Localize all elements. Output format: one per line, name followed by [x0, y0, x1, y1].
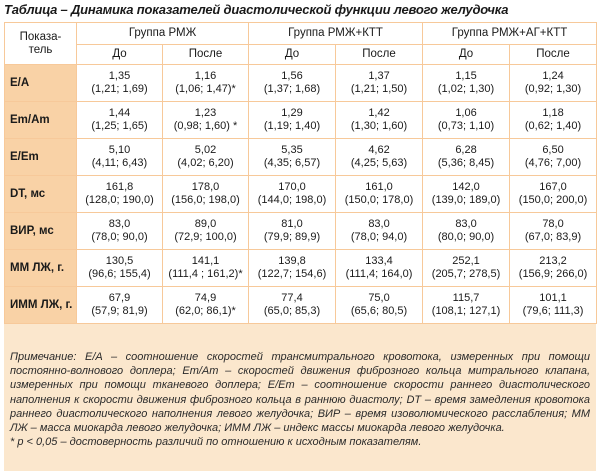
- cell-range: (4,25; 5,63): [350, 157, 408, 169]
- table-cell: [163, 250, 249, 287]
- cell-median: 75,0: [368, 292, 390, 304]
- group-header: Группа РМЖ+АГ+КТТ: [423, 23, 597, 45]
- table-cell: [510, 102, 597, 139]
- cell-median: 252,1: [452, 255, 480, 267]
- cell-median: 1,24: [542, 70, 564, 82]
- row-label: ВИР, мс: [5, 213, 77, 250]
- cell-median: 67,9: [108, 292, 131, 304]
- table-cell: [510, 250, 597, 287]
- table-cell: [249, 176, 336, 213]
- table-row: [5, 139, 597, 176]
- cell-range: (0,92; 1,30): [524, 83, 582, 95]
- cell-range: (5,36; 8,45): [437, 157, 495, 169]
- subheader: После: [510, 45, 597, 65]
- table-row: [5, 65, 597, 102]
- cell-range: (67,0; 83,9): [524, 231, 582, 243]
- table-panel: [4, 22, 596, 471]
- table-cell: [423, 139, 510, 176]
- table-cell: [77, 102, 163, 139]
- cell-range: (1,06; 1,47)*: [175, 83, 236, 95]
- table-cell: [77, 139, 163, 176]
- row-label: DT, мс: [5, 176, 77, 213]
- cell-median: 161,8: [105, 181, 134, 193]
- cell-range: (1,30; 1,60): [350, 120, 408, 132]
- table-cell: [163, 65, 249, 102]
- cell-median: 213,2: [539, 255, 567, 267]
- cell-median: 83,0: [368, 218, 390, 230]
- cell-range: (96,6; 155,4): [88, 268, 151, 280]
- cell-median: 6,28: [455, 144, 477, 156]
- table-cell: [510, 213, 597, 250]
- cell-median: 1,06: [455, 107, 477, 119]
- cell-median: 161,0: [365, 181, 393, 193]
- cell-range: (0,73; 1,10): [437, 120, 495, 132]
- note-text: Примечание: E/A – соотношение скоростей трансмитрального кровотока, измеренных при помощи постоянно-волнового доплера; Em/Am – скоростей движения фиброзного кольца митрального клапана, измеренных при помощи тканевого доплера; E/Em – соотношение скорости раннего диастолического наполнения к скорости движения фиброзного кольца в раннюю диастолу; DT – время замедления кровотока раннего диастолического наполнения левого желудочка; ВИР – время изоволюмического расслабления; ММ ЛЖ – масса миокарда левого желудочка; ИММ ЛЖ – индекс массы миокарда левого желудочка.: [10, 351, 590, 435]
- cell-median: 5,02: [194, 144, 217, 156]
- cell-range: (150,0; 200,0): [518, 194, 588, 206]
- table-cell: [336, 139, 423, 176]
- cell-median: 133,4: [365, 255, 393, 267]
- cell-median: 1,37: [368, 70, 390, 82]
- cell-range: (122,7; 154,6): [257, 268, 327, 280]
- table-cell: [336, 65, 423, 102]
- cell-range: (57,9; 81,9): [91, 305, 148, 317]
- cell-median: 4,62: [368, 144, 390, 156]
- table-cell: [163, 176, 249, 213]
- cell-median: 170,0: [278, 181, 306, 193]
- cell-range: (4,76; 7,00): [524, 157, 582, 169]
- cell-range: (139,0; 189,0): [431, 194, 501, 206]
- table-cell: [336, 176, 423, 213]
- cell-median: 115,7: [452, 292, 480, 304]
- cell-median: 139,8: [278, 255, 306, 267]
- cell-range: (1,02; 1,30): [437, 83, 495, 95]
- table-cell: [249, 65, 336, 102]
- subheader: После: [163, 45, 249, 65]
- group-header: Группа РМЖ: [77, 23, 249, 45]
- cell-median: 1,15: [455, 70, 477, 82]
- cell-range: (4,35; 6,57): [263, 157, 321, 169]
- table-cell: [77, 176, 163, 213]
- cell-median: 83,0: [108, 218, 131, 230]
- table-cell: [336, 250, 423, 287]
- cell-range: (108,1; 127,1): [431, 305, 501, 317]
- table-cell: [336, 287, 423, 324]
- cell-range: (1,37; 1,68): [263, 83, 321, 95]
- cell-range: (1,25; 1,65): [91, 120, 148, 132]
- table-row: [5, 102, 597, 139]
- cell-range: (156,0; 198,0): [171, 194, 240, 206]
- row-label: ММ ЛЖ, г.: [5, 250, 77, 287]
- footnote: * p < 0,05 – достоверность различий по отношению к исходным показателям.: [10, 436, 422, 449]
- table-cell: [249, 287, 336, 324]
- cell-range: (156,9; 266,0): [518, 268, 588, 280]
- cell-median: 89,0: [194, 218, 217, 230]
- cell-range: (72,9; 100,0): [174, 231, 237, 243]
- cell-range: (144,0; 198,0): [257, 194, 327, 206]
- table-cell: [163, 139, 249, 176]
- table-title: Таблица – Динамика показателей диастолической функции левого желудочка: [4, 2, 509, 17]
- table-cell: [77, 213, 163, 250]
- table-cell: [510, 65, 597, 102]
- table-cell: [510, 176, 597, 213]
- table-cell: [249, 250, 336, 287]
- cell-range: (0,98; 1,60) *: [173, 120, 238, 132]
- cell-range: (1,21; 1,50): [350, 83, 408, 95]
- cell-median: 142,0: [452, 181, 480, 193]
- table-row: [5, 213, 597, 250]
- cell-median: 1,29: [281, 107, 303, 119]
- table-cell: [423, 102, 510, 139]
- table-cell: [249, 102, 336, 139]
- cell-range: (4,11; 6,43): [91, 157, 148, 169]
- subheader: До: [249, 45, 336, 65]
- cell-range: (4,02; 6,20): [177, 157, 234, 169]
- cell-median: 83,0: [455, 218, 477, 230]
- cell-median: 141,1: [191, 255, 220, 267]
- cell-median: 77,4: [281, 292, 303, 304]
- cell-range: (79,9; 89,9): [263, 231, 321, 243]
- cell-range: (1,21; 1,69): [91, 83, 148, 95]
- cell-median: 5,10: [108, 144, 131, 156]
- table-cell: [77, 287, 163, 324]
- cell-range: (78,0; 90,0): [91, 231, 148, 243]
- table-cell: [510, 139, 597, 176]
- table-cell: [336, 102, 423, 139]
- row-label: E/Em: [5, 139, 77, 176]
- table-cell: [77, 65, 163, 102]
- cell-range: (205,7; 278,5): [431, 268, 501, 280]
- cell-range: (128,0; 190,0): [85, 194, 154, 206]
- subheader: После: [336, 45, 423, 65]
- table-cell: [423, 250, 510, 287]
- cell-median: 5,35: [281, 144, 303, 156]
- row-label: Em/Am: [5, 102, 77, 139]
- cell-range: (0,62; 1,40): [524, 120, 582, 132]
- table-cell: [163, 287, 249, 324]
- cell-median: 1,44: [108, 107, 131, 119]
- group-header: Группа РМЖ+КТТ: [249, 23, 423, 45]
- table-row: [5, 287, 597, 324]
- corner-header-label: Показа- тель: [19, 30, 62, 56]
- cell-range: (1,19; 1,40): [263, 120, 321, 132]
- table-cell: [249, 139, 336, 176]
- cell-median: 1,42: [368, 107, 390, 119]
- cell-median: 1,56: [281, 70, 303, 82]
- cell-median: 178,0: [191, 181, 220, 193]
- table-cell: [423, 287, 510, 324]
- table-cell: [336, 213, 423, 250]
- cell-range: (62,0; 86,1)*: [175, 305, 236, 317]
- cell-range: (111,4; 164,0): [345, 268, 413, 280]
- cell-median: 1,23: [194, 107, 217, 119]
- data-table: [4, 22, 597, 324]
- row-label: E/A: [5, 65, 77, 102]
- cell-range: (80,0; 90,0): [437, 231, 495, 243]
- table-cell: [77, 250, 163, 287]
- table-row: [5, 250, 597, 287]
- cell-median: 1,35: [108, 70, 131, 82]
- table-cell: [423, 65, 510, 102]
- cell-range: (111,4 ; 161,2)*: [168, 268, 243, 280]
- cell-range: (150,0; 178,0): [344, 194, 414, 206]
- cell-median: 6,50: [542, 144, 564, 156]
- cell-median: 74,9: [194, 292, 217, 304]
- cell-range: (65,0; 85,3): [263, 305, 321, 317]
- cell-median: 81,0: [281, 218, 303, 230]
- table-cell: [423, 213, 510, 250]
- table-cell: [163, 102, 249, 139]
- subheader: До: [423, 45, 510, 65]
- cell-median: 167,0: [539, 181, 567, 193]
- subheader: До: [77, 45, 163, 65]
- table-row: [5, 176, 597, 213]
- cell-range: (79,6; 111,3): [522, 305, 584, 317]
- cell-median: 101,1: [539, 292, 567, 304]
- cell-median: 1,16: [194, 70, 217, 82]
- cell-median: 130,5: [105, 255, 134, 267]
- table-cell: [249, 213, 336, 250]
- table-cell: [163, 213, 249, 250]
- cell-median: 78,0: [542, 218, 564, 230]
- row-label: ИММ ЛЖ, г.: [5, 287, 77, 324]
- cell-median: 1,18: [542, 107, 564, 119]
- cell-range: (78,0; 94,0): [350, 231, 408, 243]
- table-note: [10, 350, 590, 449]
- table-cell: [423, 176, 510, 213]
- corner-header: [5, 23, 77, 65]
- table-cell: [510, 287, 597, 324]
- cell-range: (65,6; 80,5): [350, 305, 408, 317]
